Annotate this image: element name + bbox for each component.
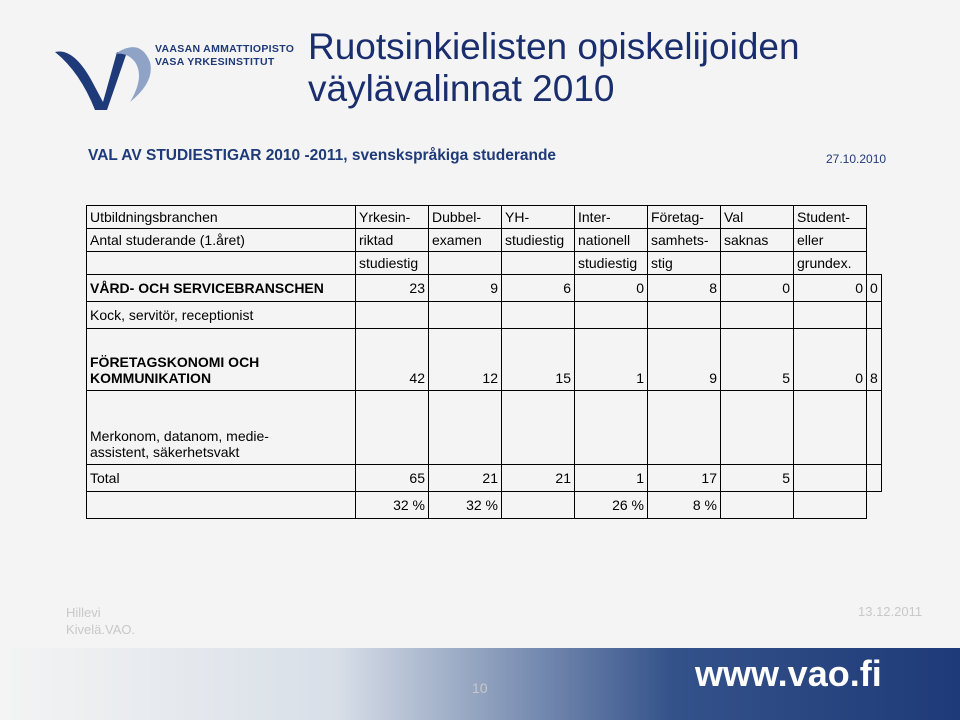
header-cell: saknas — [721, 229, 794, 252]
percent-cell — [502, 492, 575, 519]
header-cell — [502, 252, 575, 275]
empty-cell — [794, 302, 867, 329]
value-cell: 42 — [356, 329, 429, 391]
header-cell: nationell — [575, 229, 648, 252]
percent-cell: 26 % — [575, 492, 648, 519]
total-cell: 5 — [721, 465, 794, 492]
header-cell: studiestig — [356, 252, 429, 275]
empty-cell — [429, 391, 502, 465]
header-cell: Utbildningsbranchen — [87, 206, 356, 229]
header-cell: Student- — [794, 206, 867, 229]
total-cell: 17 — [648, 465, 721, 492]
subtitle: VAL AV STUDIESTIGAR 2010 -2011, svenskspråkiga studerande — [88, 147, 557, 164]
header-cell: grundex. — [794, 252, 867, 275]
header-cell: studiestig — [575, 252, 648, 275]
empty-cell — [575, 302, 648, 329]
header-row — [87, 252, 882, 275]
footer-date: 13.12.2011 — [858, 604, 923, 619]
header-cell: Inter- — [575, 206, 648, 229]
value-cell: 9 — [648, 329, 721, 391]
header-cell: samhets- — [648, 229, 721, 252]
percent-cell — [721, 492, 794, 519]
value-cell: 8 — [867, 329, 882, 391]
section-detail: Kock, servitör, receptionist — [87, 302, 356, 329]
value-cell: 0 — [867, 275, 882, 302]
author-line2: Kivelä.VAO. — [66, 622, 136, 637]
header-cell: eller — [794, 229, 867, 252]
total-cell: 1 — [575, 465, 648, 492]
empty-cell — [502, 391, 575, 465]
header-cell: stig — [648, 252, 721, 275]
total-cell: 65 — [356, 465, 429, 492]
empty-cell — [867, 302, 882, 329]
total-row — [87, 465, 882, 492]
empty-cell — [721, 302, 794, 329]
value-cell: 1 — [575, 329, 648, 391]
footer-author — [66, 604, 135, 638]
logo-text-line2: VASA YRKESINSTITUT — [155, 56, 275, 68]
empty-cell — [575, 391, 648, 465]
value-cell: 15 — [502, 329, 575, 391]
page-title — [308, 26, 800, 110]
logo-text-line1: VAASAN AMMATTIOPISTO — [155, 43, 295, 55]
document-date: 27.10.2010 — [826, 152, 887, 166]
section-name: FÖRETAGSKONOMI OCH KOMMUNIKATION — [87, 329, 356, 391]
percent-cell: 32 % — [356, 492, 429, 519]
empty-cell — [867, 391, 882, 465]
page-number: 10 — [472, 680, 488, 696]
empty-cell — [648, 391, 721, 465]
section-detail — [87, 391, 356, 465]
study-path-table — [86, 205, 882, 519]
header-cell — [87, 252, 356, 275]
value-cell: 0 — [794, 329, 867, 391]
total-cell: 21 — [502, 465, 575, 492]
empty-cell — [502, 302, 575, 329]
empty-cell — [356, 302, 429, 329]
value-cell: 0 — [794, 275, 867, 302]
title-line2: väylävalinnat 2010 — [308, 68, 615, 109]
title-line1: Ruotsinkielisten opiskelijoiden — [308, 26, 800, 67]
empty-cell — [429, 302, 502, 329]
total-cell — [867, 465, 882, 492]
header-cell: Val — [721, 206, 794, 229]
section-row — [87, 275, 882, 302]
percent-cell: 8 % — [648, 492, 721, 519]
value-cell: 0 — [721, 275, 794, 302]
value-cell: 8 — [648, 275, 721, 302]
empty-cell — [721, 391, 794, 465]
empty-cell — [648, 302, 721, 329]
section-detail-text: Merkonom, datanom, medie-assistent, säkerhetsvakt — [90, 428, 269, 460]
header-row — [87, 206, 882, 229]
header-cell: Yrkesin- — [356, 206, 429, 229]
percent-cell: 32 % — [429, 492, 502, 519]
value-cell: 6 — [502, 275, 575, 302]
header-row — [87, 229, 882, 252]
total-cell — [794, 465, 867, 492]
website-url: www.vao.fi — [695, 653, 882, 694]
section-name: VÅRD- OCH SERVICEBRANSCHEN — [87, 275, 356, 302]
header-cell: YH- — [502, 206, 575, 229]
value-cell: 9 — [429, 275, 502, 302]
header-cell: studiestig — [502, 229, 575, 252]
section-row — [87, 329, 882, 391]
author-line1: Hillevi — [66, 605, 101, 620]
value-cell: 5 — [721, 329, 794, 391]
percent-cell — [794, 492, 867, 519]
value-cell: 0 — [575, 275, 648, 302]
header-cell: examen — [429, 229, 502, 252]
detail-row — [87, 302, 882, 329]
header-cell — [721, 252, 794, 275]
header-cell: Företag- — [648, 206, 721, 229]
percent-label — [87, 492, 356, 519]
header-cell: Dubbel- — [429, 206, 502, 229]
empty-cell — [794, 391, 867, 465]
percent-row — [87, 492, 882, 519]
total-cell: 21 — [429, 465, 502, 492]
total-label: Total — [87, 465, 356, 492]
header-cell: riktad — [356, 229, 429, 252]
value-cell: 23 — [356, 275, 429, 302]
header-cell — [429, 252, 502, 275]
value-cell: 12 — [429, 329, 502, 391]
empty-cell — [356, 391, 429, 465]
detail-row — [87, 391, 882, 465]
header-cell: Antal studerande (1.året) — [87, 229, 356, 252]
